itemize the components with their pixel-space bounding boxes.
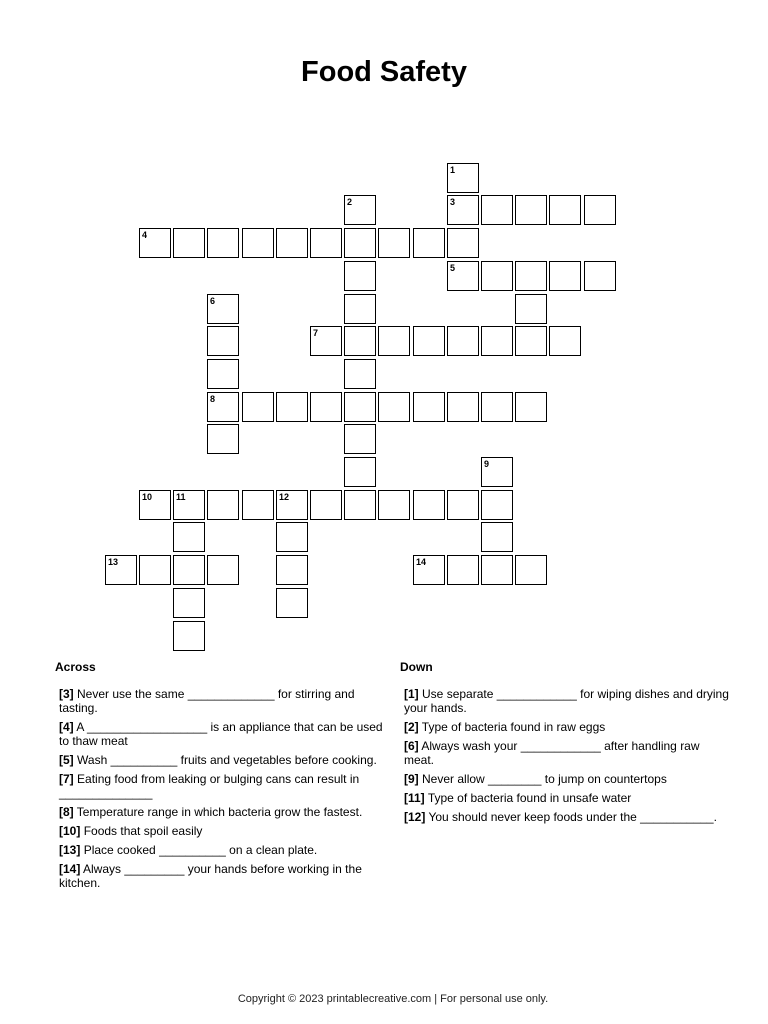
grid-cell-14[interactable] — [413, 555, 445, 585]
grid-cell[interactable] — [413, 490, 445, 520]
grid-cell[interactable] — [447, 490, 479, 520]
grid-cell[interactable] — [549, 326, 581, 356]
clue-number: 1 — [450, 165, 456, 175]
grid-cell[interactable] — [207, 228, 239, 258]
clue-text: You should never keep foods under the ___________. — [428, 810, 717, 824]
clue-text: Always wash your ____________ after handling raw meat. — [404, 739, 700, 767]
down-clue — [404, 687, 730, 715]
grid-cell[interactable] — [584, 195, 616, 225]
grid-cell[interactable] — [378, 392, 410, 422]
grid-cell[interactable] — [344, 294, 376, 324]
grid-cell[interactable] — [515, 195, 547, 225]
clue-number: [6] — [404, 739, 419, 753]
grid-cell[interactable] — [515, 294, 547, 324]
grid-cell[interactable] — [242, 228, 274, 258]
clue-number: [2] — [404, 720, 419, 734]
across-clues — [55, 660, 385, 895]
grid-cell[interactable] — [276, 392, 308, 422]
grid-cell-9[interactable] — [481, 457, 513, 487]
grid-cell[interactable] — [481, 261, 513, 291]
grid-cell[interactable] — [276, 522, 308, 552]
grid-cell[interactable] — [344, 359, 376, 389]
clue-number: [12] — [404, 810, 426, 824]
grid-cell[interactable] — [481, 555, 513, 585]
grid-cell[interactable] — [173, 621, 205, 651]
grid-cell[interactable] — [481, 392, 513, 422]
grid-cell[interactable] — [207, 555, 239, 585]
down-heading: Down — [400, 660, 433, 674]
grid-cell-7[interactable] — [310, 326, 342, 356]
grid-cell[interactable] — [447, 326, 479, 356]
grid-cell[interactable] — [344, 326, 376, 356]
grid-cell[interactable] — [481, 195, 513, 225]
clue-number: 13 — [108, 557, 119, 567]
grid-cell-10[interactable] — [139, 490, 171, 520]
clue-number: 11 — [176, 492, 186, 502]
clue-number: [5] — [59, 753, 74, 767]
clue-text: Eating food from leaking or bulging cans can result in ______________ — [59, 772, 360, 800]
across-clue — [59, 720, 385, 748]
grid-cell[interactable] — [344, 228, 376, 258]
across-clue — [59, 843, 385, 857]
page-title: Food Safety — [301, 56, 467, 88]
down-clue — [404, 810, 730, 824]
grid-cell[interactable] — [207, 359, 239, 389]
clue-number: 14 — [416, 557, 427, 567]
down-clue-list — [400, 687, 730, 824]
grid-cell[interactable] — [173, 522, 205, 552]
grid-cell[interactable] — [481, 490, 513, 520]
clue-number: [11] — [404, 791, 425, 805]
grid-cell[interactable] — [139, 555, 171, 585]
grid-cell[interactable] — [584, 261, 616, 291]
clue-number: 8 — [210, 394, 216, 404]
copyright-footer: Copyright © 2023 printablecreative.com | For personal use only. — [237, 993, 549, 1005]
clue-number: 3 — [450, 197, 456, 207]
down-clue — [404, 772, 730, 786]
grid-cell[interactable] — [310, 392, 342, 422]
grid-cell-4[interactable] — [139, 228, 171, 258]
clue-number: 10 — [142, 492, 153, 502]
clue-number: [4] — [59, 720, 74, 734]
across-clue — [59, 772, 385, 800]
clue-number: [3] — [59, 687, 74, 701]
grid-cell[interactable] — [515, 261, 547, 291]
grid-cell[interactable] — [173, 588, 205, 618]
clue-text: A __________________ is an appliance that can be used to thaw meat — [59, 720, 383, 748]
clue-text: Type of bacteria found in raw eggs — [421, 720, 606, 734]
clue-number: 7 — [313, 328, 319, 338]
clue-text: Always _________ your hands before working in the kitchen. — [59, 862, 362, 890]
clue-number: 2 — [347, 197, 353, 207]
clue-text: Never use the same _____________ for stirring and tasting. — [59, 687, 355, 715]
clue-number: 12 — [279, 492, 290, 502]
across-clue — [59, 687, 385, 715]
grid-cell[interactable] — [276, 555, 308, 585]
grid-cell[interactable] — [515, 392, 547, 422]
clue-text: Wash __________ fruits and vegetables before cooking. — [77, 753, 377, 767]
grid-cell[interactable] — [481, 522, 513, 552]
grid-cell[interactable] — [344, 261, 376, 291]
clue-text: Type of bacteria found in unsafe water — [427, 791, 632, 805]
grid-cell[interactable] — [310, 490, 342, 520]
grid-cell[interactable] — [276, 588, 308, 618]
clue-number: [10] — [59, 824, 81, 838]
grid-cell[interactable] — [207, 490, 239, 520]
grid-cell[interactable] — [447, 228, 479, 258]
clue-number: 4 — [142, 230, 148, 240]
grid-cell[interactable] — [344, 457, 376, 487]
across-clue — [59, 805, 385, 819]
grid-cell-12[interactable] — [276, 490, 308, 520]
clue-number: [8] — [59, 805, 74, 819]
clue-number: [9] — [404, 772, 419, 786]
clue-text: Never allow ________ to jump on countertops — [422, 772, 667, 786]
grid-cell[interactable] — [173, 228, 205, 258]
across-clue — [59, 862, 385, 890]
down-clue — [404, 791, 730, 805]
grid-cell[interactable] — [310, 228, 342, 258]
across-clue — [59, 824, 385, 838]
clue-number: [1] — [404, 687, 419, 701]
across-clue — [59, 753, 385, 767]
grid-cell-6[interactable] — [207, 294, 239, 324]
down-clue — [404, 739, 730, 767]
grid-cell-8[interactable] — [207, 392, 239, 422]
grid-cell[interactable] — [413, 228, 445, 258]
grid-cell[interactable] — [378, 490, 410, 520]
grid-cell[interactable] — [344, 490, 376, 520]
grid-cell[interactable] — [207, 424, 239, 454]
grid-cell[interactable] — [549, 261, 581, 291]
grid-cell[interactable] — [344, 424, 376, 454]
clue-text: Temperature range in which bacteria grow the fastest. — [76, 805, 363, 819]
clue-number: 5 — [450, 263, 456, 273]
grid-cell[interactable] — [276, 228, 308, 258]
clue-number: 6 — [210, 296, 216, 306]
grid-cell[interactable] — [481, 326, 513, 356]
grid-cell[interactable] — [413, 326, 445, 356]
down-clues — [400, 660, 730, 829]
clue-text: Place cooked __________ on a clean plate. — [83, 843, 318, 857]
clue-number: 9 — [484, 459, 490, 469]
grid-cell-2[interactable] — [344, 195, 376, 225]
clue-number: [7] — [59, 772, 74, 786]
clue-text: Foods that spoil easily — [83, 824, 203, 838]
clue-number: [14] — [59, 862, 81, 876]
grid-cell[interactable] — [344, 392, 376, 422]
grid-cell[interactable] — [447, 555, 479, 585]
grid-cell-11[interactable] — [173, 490, 205, 520]
grid-cell[interactable] — [378, 228, 410, 258]
grid-cell-13[interactable] — [105, 555, 137, 585]
clue-number: [13] — [59, 843, 81, 857]
across-clue-list — [55, 687, 385, 890]
grid-cell[interactable] — [515, 326, 547, 356]
grid-cell[interactable] — [242, 392, 274, 422]
grid-cell[interactable] — [447, 392, 479, 422]
grid-cell[interactable] — [207, 326, 239, 356]
grid-cell-1[interactable] — [447, 163, 479, 193]
across-heading: Across — [55, 660, 96, 674]
grid-cell[interactable] — [413, 392, 445, 422]
grid-cell[interactable] — [515, 555, 547, 585]
grid-cell-3[interactable] — [447, 195, 479, 225]
grid-cell-5[interactable] — [447, 261, 479, 291]
down-clue — [404, 720, 730, 734]
grid-cell[interactable] — [549, 195, 581, 225]
grid-cell[interactable] — [378, 326, 410, 356]
clue-text: Use separate ____________ for wiping dishes and drying your hands. — [404, 687, 729, 715]
grid-cell[interactable] — [242, 490, 274, 520]
grid-cell[interactable] — [173, 555, 205, 585]
